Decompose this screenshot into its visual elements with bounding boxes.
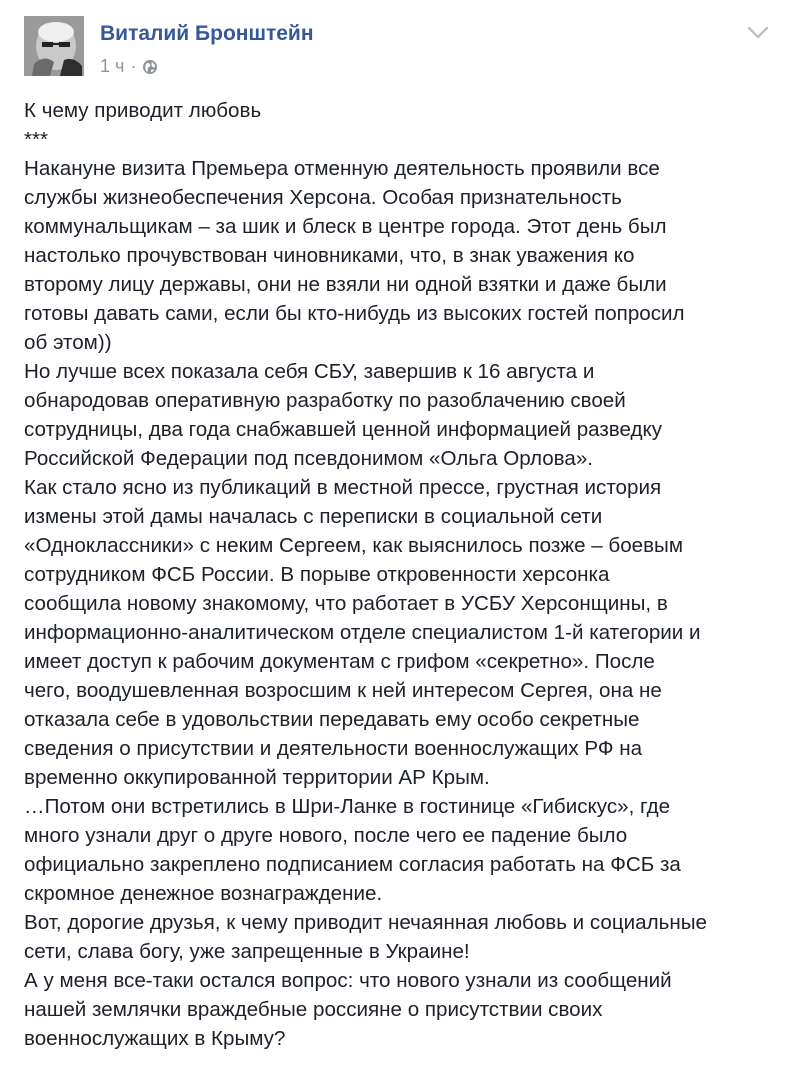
post-line: настолько прочувствован чиновниками, что, в знак уважения ко [24, 244, 635, 267]
post-line: много узнали друг о друге нового, после чего ее падение было [24, 824, 628, 847]
avatar-photo [24, 16, 84, 76]
post-line: обнародовав оперативную разработку по разоблачению своей [24, 389, 626, 412]
post-line: скромное денежное вознаграждение. [24, 882, 383, 905]
post-line: сообщила новому знакомому, что работает в УСБУ Херсонщины, в [24, 592, 668, 615]
globe-icon[interactable] [142, 59, 158, 75]
post-line: К чему приводит любовь [24, 99, 262, 122]
post-line: Но лучше всех показала себя СБУ, завершив к 16 августа и [24, 360, 595, 383]
post-line: …Потом они встретились в Шри-Ланке в гостинице «Гибискус», где [24, 795, 671, 818]
post-line: информационно-аналитическом отделе специалистом 1-й категории и [24, 621, 701, 644]
post-line: нашей землячки враждебные россияне о присутствии своих [24, 998, 603, 1021]
post-line: *** [24, 128, 49, 151]
post-timestamp[interactable]: 1 ч [100, 56, 125, 76]
post-line: сотрудницы, два года снабжавшей ценной информацией разведку [24, 418, 663, 441]
post-line: службы жизнеобеспечения Херсона. Особая признательность [24, 186, 622, 209]
post-line: «Одноклассники» с неким Сергеем, как выяснилось позже – боевым [24, 534, 684, 557]
post-line: об этом)) [24, 331, 112, 354]
post-line: чего, воодушевленная возросшим к ней интересом Сергея, она не [24, 679, 662, 702]
post-line: второму лицу державы, они не взяли ни одной взятки и даже были [24, 273, 667, 296]
post-line: временно оккупированной территории АР Крым. [24, 766, 490, 789]
post-meta [100, 56, 158, 77]
post-line: Российской Федерации под псевдонимом «Ольга Орлова». [24, 447, 594, 470]
post-line: отказала себе в удовольствии передавать ему особо секретные [24, 708, 640, 731]
post-line: готовы давать сами, если бы кто-нибудь из высоких гостей попросил [24, 302, 685, 325]
post-line: официально закреплено подписанием согласия работать на ФСБ за [24, 853, 681, 876]
post-line: Вот, дорогие друзья, к чему приводит нечаянная любовь и социальные [24, 911, 707, 934]
author-name-link[interactable]: Виталий Бронштейн [100, 22, 314, 45]
post-line: сотрудником ФСБ России. В порыве откровенности херсонка [24, 563, 610, 586]
avatar[interactable] [24, 16, 84, 76]
post-text [24, 96, 776, 1053]
post-line: сведения о присутствии и деятельности военнослужащих РФ на [24, 737, 643, 760]
post-line: сети, слава богу, уже запрещенные в Украине! [24, 940, 470, 963]
post-line: измены этой дамы началась с переписки в социальной сети [24, 505, 603, 528]
post-line: А у меня все-таки остался вопрос: что нового узнали из сообщений [24, 969, 672, 992]
meta-separator: · [130, 56, 137, 76]
post-line: Как стало ясно из публикаций в местной прессе, грустная история [24, 476, 662, 499]
post-line: коммунальщикам – за шик и блеск в центре города. Этот день был [24, 215, 667, 238]
post-line: имеет доступ к рабочим документам с грифом «секретно». После [24, 650, 655, 673]
post-line: военнослужащих в Крыму? [24, 1027, 286, 1050]
chevron-down-icon[interactable] [747, 26, 769, 40]
post-line: Накануне визита Премьера отменную деятельность проявили все [24, 157, 660, 180]
post-header [24, 16, 775, 82]
